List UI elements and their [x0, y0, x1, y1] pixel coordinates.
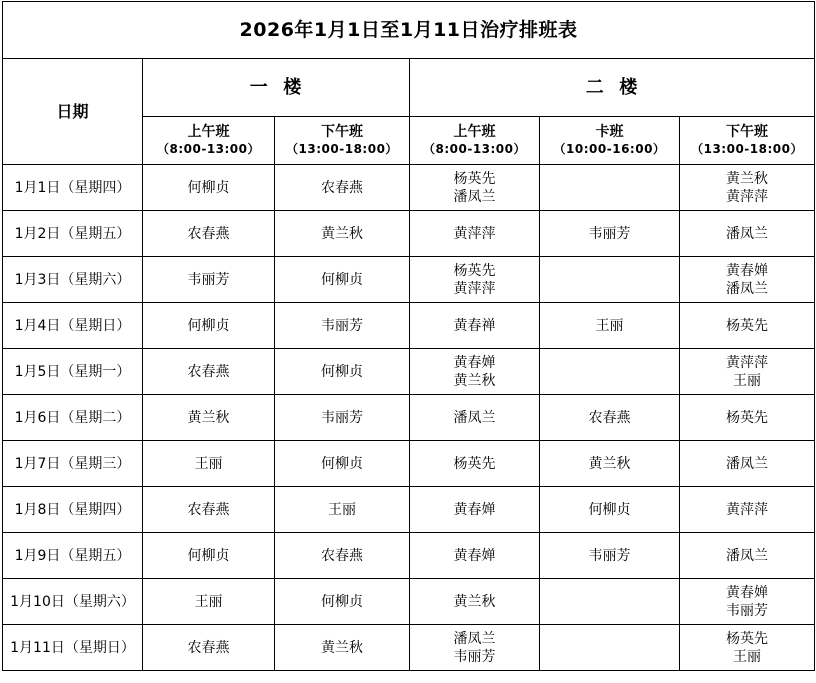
date-cell: 1月5日（星期一）	[3, 349, 143, 395]
staff-name: 王丽	[733, 648, 762, 665]
staff-name: 韦丽芳	[726, 602, 769, 619]
shift-cell	[275, 625, 410, 671]
shift-cell	[540, 625, 680, 671]
shift-cell	[143, 533, 275, 579]
shift-cell	[410, 533, 540, 579]
staff-name: 黄兰秋	[321, 639, 363, 656]
shift-cell	[410, 395, 540, 441]
shift-cell	[143, 625, 275, 671]
shift-cell	[540, 303, 680, 349]
staff-name: 潘凤兰	[726, 225, 769, 242]
staff-name: 黄兰秋	[453, 372, 496, 389]
shift-cell	[410, 257, 540, 303]
shift-cell	[275, 349, 410, 395]
staff-name: 黄萍萍	[726, 188, 769, 205]
date-cell: 1月4日（星期日）	[3, 303, 143, 349]
shift-cell	[540, 165, 680, 211]
date-cell: 1月11日（星期日）	[3, 625, 143, 671]
staff-name: 黄春婵	[453, 501, 496, 518]
staff-name: 潘凤兰	[453, 630, 496, 647]
shift-cell	[410, 487, 540, 533]
shift-cell	[680, 349, 815, 395]
table-title: 2026年1月1日至1月11日治疗排班表	[3, 2, 815, 59]
staff-name: 黄春婵	[726, 584, 769, 601]
shift-cell	[680, 303, 815, 349]
shift-cell	[275, 441, 410, 487]
shift-time: （10:00-16:00）	[553, 142, 666, 156]
shift-cell	[540, 349, 680, 395]
shift-name: 卡班	[595, 124, 624, 140]
staff-name: 王丽	[194, 455, 223, 472]
shift-cell	[143, 349, 275, 395]
shift-cell	[540, 395, 680, 441]
staff-name: 杨英先	[453, 262, 496, 279]
staff-name: 何柳贞	[321, 363, 363, 380]
staff-name: 农春燕	[588, 409, 631, 426]
shift-cell	[680, 579, 815, 625]
shift-cell	[680, 487, 815, 533]
date-cell: 1月9日（星期五）	[3, 533, 143, 579]
table-row	[3, 395, 815, 441]
shift-cell	[275, 257, 410, 303]
staff-name: 黄萍萍	[726, 501, 769, 518]
staff-name: 何柳贞	[321, 271, 363, 288]
shift-cell	[143, 487, 275, 533]
staff-name: 黄春婵	[453, 547, 496, 564]
staff-name: 潘凤兰	[726, 280, 769, 297]
shift-cell	[680, 395, 815, 441]
table-row	[3, 625, 815, 671]
shift-cell	[275, 395, 410, 441]
staff-name: 黄萍萍	[726, 354, 769, 371]
date-cell: 1月3日（星期六）	[3, 257, 143, 303]
staff-name: 韦丽芳	[321, 317, 363, 334]
shift-cell	[275, 303, 410, 349]
shift-header	[143, 117, 275, 165]
shift-header	[540, 117, 680, 165]
shift-cell	[680, 257, 815, 303]
shift-cell	[540, 579, 680, 625]
staff-name: 何柳贞	[321, 593, 363, 610]
date-cell: 1月2日（星期五）	[3, 211, 143, 257]
shift-cell	[143, 395, 275, 441]
date-cell: 1月10日（星期六）	[3, 579, 143, 625]
shift-header	[410, 117, 540, 165]
shift-cell	[540, 487, 680, 533]
staff-name: 农春燕	[187, 639, 230, 656]
staff-name: 黄春婵	[726, 262, 769, 279]
date-cell: 1月8日（星期四）	[3, 487, 143, 533]
shift-cell	[410, 349, 540, 395]
staff-name: 黄兰秋	[321, 225, 363, 242]
staff-name: 黄萍萍	[453, 280, 496, 297]
staff-name: 黄兰秋	[726, 170, 769, 187]
shift-name: 上午班	[453, 124, 496, 140]
shift-cell	[410, 625, 540, 671]
shift-cell	[410, 579, 540, 625]
shift-cell	[275, 487, 410, 533]
shift-name: 上午班	[187, 124, 230, 140]
shift-cell	[143, 211, 275, 257]
staff-name: 农春燕	[187, 501, 230, 518]
staff-name: 黄萍萍	[453, 225, 496, 242]
shift-cell	[680, 533, 815, 579]
shift-cell	[275, 165, 410, 211]
staff-name: 王丽	[328, 501, 356, 518]
staff-name: 农春燕	[321, 179, 363, 196]
staff-name: 黄兰秋	[187, 409, 230, 426]
shift-cell	[680, 211, 815, 257]
table-row	[3, 257, 815, 303]
shift-cell	[143, 579, 275, 625]
table-row	[3, 533, 815, 579]
shift-header	[275, 117, 410, 165]
staff-name: 潘凤兰	[726, 547, 769, 564]
table-row	[3, 165, 815, 211]
shift-cell	[540, 441, 680, 487]
shift-cell	[540, 257, 680, 303]
shift-cell	[540, 533, 680, 579]
shift-header	[680, 117, 815, 165]
shift-cell	[410, 303, 540, 349]
date-cell: 1月1日（星期四）	[3, 165, 143, 211]
staff-name: 韦丽芳	[588, 547, 631, 564]
staff-name: 王丽	[194, 593, 223, 610]
shift-cell	[143, 441, 275, 487]
staff-name: 何柳贞	[187, 317, 230, 334]
shift-time: （8:00-13:00）	[156, 142, 261, 156]
shift-cell	[275, 579, 410, 625]
shift-cell	[275, 211, 410, 257]
staff-name: 杨英先	[453, 170, 496, 187]
staff-name: 农春燕	[321, 547, 363, 564]
staff-name: 王丽	[595, 317, 624, 334]
staff-name: 杨英先	[726, 317, 769, 334]
shift-time: （13:00-18:00）	[286, 142, 398, 156]
staff-name: 韦丽芳	[588, 225, 631, 242]
staff-name: 何柳贞	[588, 501, 631, 518]
shift-cell	[540, 211, 680, 257]
staff-name: 潘凤兰	[453, 409, 496, 426]
staff-name: 韦丽芳	[321, 409, 363, 426]
staff-name: 韦丽芳	[453, 648, 496, 665]
staff-name: 农春燕	[187, 225, 230, 242]
date-cell: 1月6日（星期二）	[3, 395, 143, 441]
staff-name: 黄兰秋	[588, 455, 631, 472]
staff-name: 何柳贞	[187, 179, 230, 196]
table-row	[3, 579, 815, 625]
staff-name: 潘凤兰	[726, 455, 769, 472]
date-cell: 1月7日（星期三）	[3, 441, 143, 487]
staff-name: 何柳贞	[321, 455, 363, 472]
staff-name: 何柳贞	[187, 547, 230, 564]
staff-name: 杨英先	[726, 409, 769, 426]
staff-name: 黄兰秋	[453, 593, 496, 610]
staff-name: 王丽	[733, 372, 762, 389]
shift-cell	[680, 165, 815, 211]
shift-cell	[143, 257, 275, 303]
floor-2-header: 二 楼	[410, 59, 815, 117]
table-row	[3, 303, 815, 349]
table-row	[3, 211, 815, 257]
table-row	[3, 441, 815, 487]
date-column-header: 日期	[3, 59, 143, 165]
shift-name: 下午班	[321, 124, 363, 140]
shift-time: （13:00-18:00）	[691, 142, 803, 156]
shift-cell	[143, 303, 275, 349]
shift-cell	[410, 165, 540, 211]
table-row	[3, 487, 815, 533]
table-row	[3, 349, 815, 395]
shift-cell	[410, 441, 540, 487]
shift-name: 下午班	[726, 124, 769, 140]
staff-name: 黄春婵	[453, 354, 496, 371]
staff-name: 杨英先	[453, 455, 496, 472]
shift-cell	[680, 625, 815, 671]
shift-cell	[275, 533, 410, 579]
floor-1-header: 一 楼	[143, 59, 410, 117]
staff-name: 黄春禅	[453, 317, 496, 334]
staff-name: 韦丽芳	[187, 271, 230, 288]
shift-cell	[410, 211, 540, 257]
shift-cell	[143, 165, 275, 211]
staff-name: 杨英先	[726, 630, 769, 647]
schedule-table	[2, 1, 815, 671]
staff-name: 潘凤兰	[453, 188, 496, 205]
staff-name: 农春燕	[187, 363, 230, 380]
shift-cell	[680, 441, 815, 487]
shift-time: （8:00-13:00）	[422, 142, 527, 156]
